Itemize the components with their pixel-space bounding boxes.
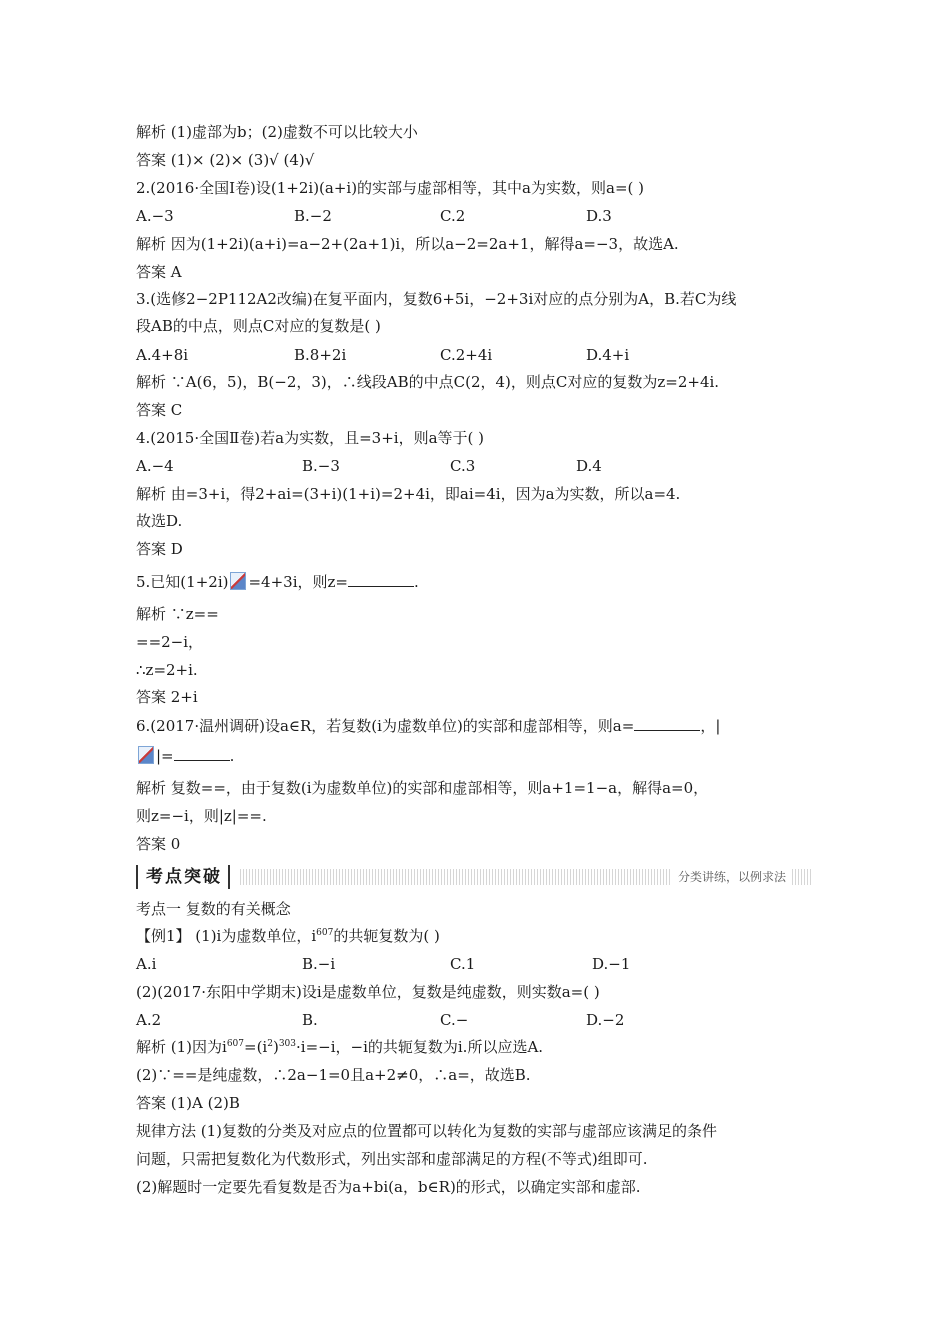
answer: 答案 C — [136, 401, 183, 419]
option: B. — [302, 1011, 318, 1029]
question-3-cont: 段AB的中点，则点C对应的复数是( ) — [136, 317, 381, 335]
text-segment: =(i — [244, 1038, 268, 1056]
text-segment: 的共轭复数为( ) — [333, 927, 440, 945]
option: D.−1 — [592, 955, 631, 973]
analysis: 解析 复数==，由于复数(i为虚数单位)的实部和虚部相等，则a+1=1−a，解得a=0， — [136, 779, 709, 797]
method-summary: 规律方法 (1)复数的分类及对应点的位置都可以转化为复数的实部与虚部应该满足的条件 — [136, 1122, 718, 1140]
analysis: 解析 因为(1+2i)(a+i)=a−2+(2a+1)i，所以a−2=2a+1，解得a=−3，故选A. — [136, 235, 679, 253]
method-summary-cont: 问题，只需把复数化为代数形式，列出实部和虚部满足的方程(不等式)组即可. — [136, 1150, 648, 1168]
analysis — [136, 1037, 543, 1057]
text-segment: . — [413, 573, 419, 591]
text-segment: ，| — [700, 717, 721, 735]
method-summary-cont: (2)解题时一定要先看复数是否为a+bi(a，b∈R)的形式，以确定实部和虚部. — [136, 1178, 641, 1196]
option: C.3 — [450, 457, 476, 475]
option: C.2+4i — [440, 346, 493, 364]
example-1-part-2: (2)(2017·东阳中学期末)设i是虚数单位，复数是纯虚数，则实数a=( ) — [136, 983, 600, 1001]
text-segment: 5.已知(1+2i) — [136, 573, 229, 591]
formula-image-icon — [138, 746, 154, 764]
option: A.−3 — [136, 207, 174, 225]
analysis-cont: (2)∵==是纯虚数，∴2a−1=0且a+2≠0，∴a=，故选B. — [136, 1066, 531, 1084]
section-title: 考点突破 — [136, 865, 230, 889]
text-segment: 6.(2017·温州调研)设a∈R，若复数(i为虚数单位)的实部和虚部相等，则a= — [136, 717, 635, 735]
text-segment: 解析 (1)因为i — [136, 1038, 227, 1056]
option: B.−3 — [302, 457, 340, 475]
text-segment: |= — [156, 747, 174, 765]
text-segment: ) — [272, 1038, 279, 1056]
text-segment: =4+3i，则z= — [248, 573, 348, 591]
answer: 答案 (1)A (2)B — [136, 1094, 240, 1112]
option: A.i — [136, 955, 157, 973]
analysis-cont: 则z=−i，则|z|==. — [136, 807, 267, 825]
topic-heading: 考点一 复数的有关概念 — [136, 900, 291, 918]
option: B.−i — [302, 955, 336, 973]
option: A.4+8i — [136, 346, 189, 364]
text-segment: ·i=−i，−i的共轭复数为i.所以应选A. — [296, 1038, 544, 1056]
text-segment: . — [229, 747, 235, 765]
superscript: 607 — [316, 928, 334, 938]
superscript: 607 — [226, 1039, 245, 1049]
superscript: 2 — [267, 1039, 273, 1049]
option: A.−4 — [136, 457, 174, 475]
superscript: 303 — [278, 1039, 297, 1049]
text-line: 答案 (1)× (2)× (3)√ (4)√ — [136, 151, 315, 169]
option: C.1 — [450, 955, 476, 973]
analysis-cont: ==2−i， — [136, 633, 204, 651]
answer: 答案 0 — [136, 835, 181, 853]
option: D.−2 — [586, 1011, 625, 1029]
analysis: 解析 ∵A(6，5)，B(−2，3)，∴线段AB的中点C(2，4)，则点C对应的复数为z=2+4i. — [136, 373, 720, 391]
answer-blank[interactable] — [634, 716, 700, 731]
option: B.−2 — [294, 207, 332, 225]
formula-image-icon — [230, 572, 246, 590]
analysis-cont: ∴z=2+i. — [136, 661, 198, 679]
option: C.2 — [440, 207, 466, 225]
option: C.− — [440, 1011, 469, 1029]
text-segment: 【例1】 (1)i为虚数单位，i — [136, 927, 317, 945]
answer: 答案 A — [136, 263, 182, 281]
answer: 答案 D — [136, 540, 183, 558]
option: D.4 — [576, 457, 602, 475]
question-6-cont — [136, 746, 234, 766]
analysis-cont: 故选D. — [136, 512, 183, 530]
analysis: 解析 ∵z== — [136, 605, 219, 623]
answer-blank[interactable] — [348, 572, 414, 587]
analysis: 解析 由=3+i，得2+ai=(3+i)(1+i)=2+4i，即ai=4i，因为a为实数，所以a=4. — [136, 485, 681, 503]
example-1 — [136, 926, 440, 946]
option: A.2 — [136, 1011, 162, 1029]
answer: 答案 2+i — [136, 688, 198, 706]
option: B.8+2i — [294, 346, 347, 364]
option: D.3 — [586, 207, 612, 225]
section-subtitle: 分类讲练，以例求法 — [672, 868, 792, 886]
question-3: 3.(选修2−2P112A2改编)在复平面内，复数6+5i，−2+3i对应的点分别为A，B.若C为线 — [136, 290, 737, 308]
question-5 — [136, 572, 419, 592]
question-4: 4.(2015·全国Ⅱ卷)若a为实数，且=3+i，则a等于( ) — [136, 429, 484, 447]
answer-blank[interactable] — [174, 746, 230, 761]
text-line: 解析 (1)虚部为b；(2)虚数不可以比较大小 — [136, 123, 418, 141]
question-2: 2.(2016·全国Ⅰ卷)设(1+2i)(a+i)的实部与虚部相等，其中a为实数，则a=( ) — [136, 179, 644, 197]
option: D.4+i — [586, 346, 630, 364]
question-6 — [136, 716, 720, 736]
section-header — [136, 865, 812, 889]
